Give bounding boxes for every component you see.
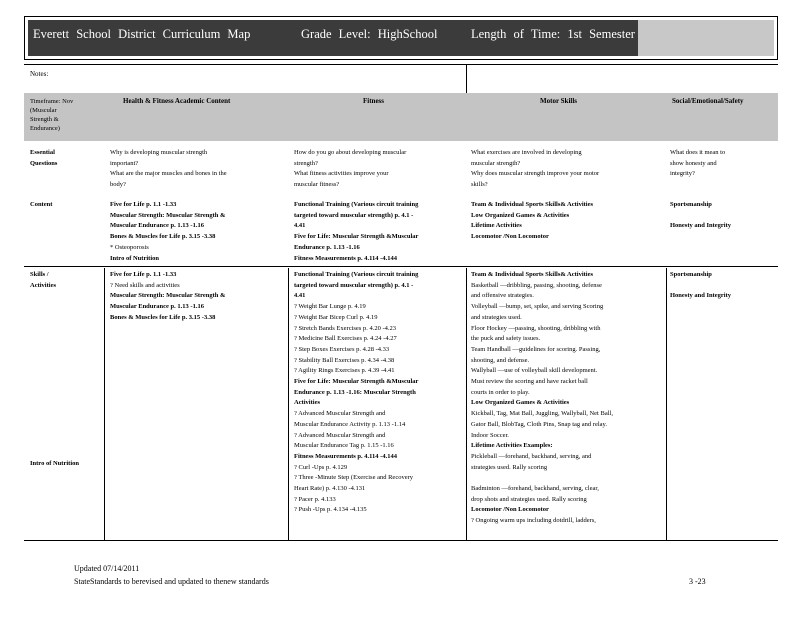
essential-question-line: integrity? (670, 170, 695, 178)
skills-social (670, 270, 731, 302)
skills-line: Muscular Endurance Activity p. 1.13 -1.14 (294, 420, 406, 428)
length-of-time: Length of Time: 1st Semester (471, 27, 635, 41)
skills-line: and strategies used. (471, 313, 522, 321)
essential-question-line: show honesty and (670, 159, 717, 167)
skills-line: Activities (294, 399, 320, 407)
skills-line: courts in order to play. (471, 388, 530, 396)
content-line: Endurance p. 1.13 -1.16 (294, 243, 360, 251)
skills-line: ? Advanced Muscular Strength and (294, 410, 386, 418)
district-title: Everett School District Curriculum Map (33, 27, 251, 41)
notes-label: Notes: (30, 70, 49, 78)
timeframe-label (30, 97, 108, 133)
essential-fitness (294, 148, 406, 191)
banner-light-panel (638, 20, 774, 56)
essential-social (670, 148, 725, 180)
skills-line (471, 473, 613, 484)
essential-question-line: What fitness activities improve your (294, 170, 389, 178)
essential-question-line: body? (110, 181, 126, 189)
skills-line: drop shots and strategies used. Rally scoring (471, 495, 587, 503)
skills-line: the puck and safety issues. (471, 335, 541, 343)
skills-line: Kickball, Tag, Mat Ball, Juggling, Wallyball, Net Ball, (471, 410, 613, 418)
skills-line: Team Handball —guidelines for scoring. Passing, (471, 345, 601, 353)
essential-question-line: muscular fitness? (294, 181, 340, 189)
skills-line: Basketball —dribbling, passing, shooting, defense (471, 281, 602, 289)
skills-line: Sportsmanship (670, 271, 712, 278)
col-fitness-header: Fitness (363, 97, 384, 105)
content-fitness (294, 200, 418, 264)
skills-line: targeted toward muscular strength) p. 4.1 - (294, 281, 414, 289)
content-motor (471, 200, 593, 243)
timeframe-line: (Muscular (30, 107, 57, 114)
essential-question-line: muscular strength? (471, 159, 521, 167)
standards-note: StateStandards to berevised and updated to thenew standards (74, 577, 269, 586)
skills-line: Floor Hockey —passing, shooting, dribbling with (471, 324, 601, 332)
skills-line: Volleyball —bump, set, spike, and serving Scoring (471, 303, 604, 311)
col-social-header: Social/Emotional/Safety (672, 97, 744, 105)
skills-line: Bones & Muscles for Life p. 3.15 -3.38 (110, 313, 216, 321)
essential-question-line: strength? (294, 159, 318, 167)
notes-top-rule (24, 64, 778, 65)
header-banner (24, 16, 778, 60)
skills-line: ? Medicine Ball Exercises p. 4.24 -4.27 (294, 335, 397, 343)
essential-question-line: What does it mean to (670, 149, 726, 156)
col-divider (466, 268, 467, 540)
skills-line: ? Stability Ball Exercises p. 4.34 -4.38 (294, 356, 395, 364)
essential-question-line: How do you go about developing muscular (294, 149, 407, 156)
row-label-line: Skills / (30, 271, 49, 278)
skills-line: Heart Rate) p. 4.130 -4.131 (294, 485, 366, 493)
timeframe-line: Strength & (30, 116, 59, 123)
content-line: Honesty and Integrity (670, 222, 732, 230)
notes-divider (466, 64, 467, 93)
content-line (670, 211, 731, 222)
skills-line: ? Weight Bar Lunge p. 4.19 (294, 303, 366, 311)
content-line: Fitness Measurements p. 4.114 -4.144 (294, 254, 397, 262)
row-label-line: Essential (30, 149, 55, 156)
skills-line: Must review the scoring and have racket ball (471, 378, 588, 386)
essential-motor (471, 148, 599, 191)
content-line: Intro of Nutrition (110, 254, 159, 262)
timeframe-line: Timeframe: Nov (30, 98, 74, 105)
skills-line: ? Weight Bar Bicep Curl p. 4.19 (294, 313, 378, 321)
content-line: targeted toward muscular strength) p. 4.1 - (294, 211, 414, 219)
skills-line: Indoor Soccer. (471, 431, 509, 439)
col-divider (288, 268, 289, 540)
skills-line: ? Step Boxes Exercises p. 4.28 -4.33 (294, 345, 390, 353)
essential-health (110, 148, 227, 191)
skills-line: ? Agility Rings Exercises p. 4.39 -4.41 (294, 367, 395, 375)
content-social (670, 200, 731, 232)
skills-line: Lifetime Activities Examples: (471, 442, 553, 450)
content-line: Muscular Strength: Muscular Strength & (110, 211, 226, 219)
content-line: Sportsmanship (670, 201, 712, 208)
skills-line: ? Advanced Muscular Strength and (294, 431, 386, 439)
skills-top-rule (24, 266, 778, 267)
skills-line: Functional Training (Various circuit training (294, 271, 419, 278)
skills-motor (471, 270, 613, 527)
content-line: Five for Life: Muscular Strength &Muscular (294, 233, 419, 241)
timeframe-line: Endurance) (30, 125, 60, 132)
skills-line: Five for Life: Muscular Strength &Muscular (294, 378, 419, 386)
essential-question-line: Why is developing muscular strength (110, 149, 208, 156)
skills-line: shooting, and defense. (471, 356, 530, 364)
skills-line: ? Curl -Ups p. 4.129 (294, 463, 348, 471)
skills-line: ? Stretch Bands Exercises p. 4.20 -4.23 (294, 324, 396, 332)
skills-activities-label (30, 270, 56, 291)
content-line: Low Organized Games & Activities (471, 211, 570, 219)
col-divider (104, 268, 105, 540)
table-bottom-rule (24, 540, 778, 541)
skills-line: 4.41 (294, 292, 306, 300)
column-header-row (24, 93, 778, 141)
content-line: * Osteoporosis (110, 243, 149, 251)
skills-line: Fitness Measurements p. 4.114 -4.144 (294, 452, 397, 460)
page-number: 3 -23 (689, 577, 706, 586)
essential-question-line: important? (110, 159, 139, 167)
skills-line: strategies used. Rally scoring (471, 463, 548, 471)
content-line: Lifetime Activities (471, 222, 522, 230)
skills-line: ? Ongoing warm ups including dotdrill, ladders, (471, 517, 596, 525)
content-line: Bones & Muscles for Life p. 3.15 -3.38 (110, 233, 216, 241)
col-health-header: Health & Fitness Academic Content (123, 97, 231, 105)
skills-line: Wallyball —use of volleyball skill development. (471, 367, 598, 375)
skills-line: ? Push -Ups p. 4.134 -4.135 (294, 506, 367, 514)
content-line: Team & Individual Sports Skills& Activities (471, 201, 594, 208)
skills-line: Muscular Endurance Tag p. 1.15 -1.16 (294, 442, 394, 450)
skills-line: Team & Individual Sports Skills& Activities (471, 271, 594, 278)
skills-line: Muscular Strength: Muscular Strength & (110, 292, 226, 300)
skills-line: Endurance p. 1.13 -1.16: Muscular Strength (294, 388, 416, 396)
content-line: Muscular Endurance p. 1.13 -1.16 (110, 222, 204, 230)
skills-line: Pickleball —forehand, backhand, serving, and (471, 452, 592, 460)
intro-nutrition-label: Intro of Nutrition (30, 460, 79, 467)
skills-line: Muscular Endurance p. 1.13 -1.16 (110, 303, 204, 311)
essential-question-line: What exercises are involved in developing (471, 149, 582, 156)
skills-line: Gator Ball, BlobTag, Cloth Pins, Snap tag and relay. (471, 420, 607, 428)
content-line: Five for Life p. 1.1 -1.33 (110, 201, 177, 208)
skills-line: ? Pacer p. 4.133 (294, 495, 336, 503)
row-label-line: Questions (30, 159, 58, 167)
skills-line: Low Organized Games & Activities (471, 399, 570, 407)
content-label: Content (30, 201, 53, 208)
essential-question-line: What are the major muscles and bones in the (110, 170, 227, 178)
essential-question-line: Why does muscular strength improve your motor (471, 170, 600, 178)
col-motor-header: Motor Skills (540, 97, 578, 105)
skills-fitness (294, 270, 418, 516)
content-health (110, 200, 225, 264)
content-line: 4.41 (294, 222, 306, 230)
col-divider (666, 268, 667, 540)
skills-line: and offensive strategies. (471, 292, 534, 300)
skills-line (670, 281, 731, 292)
skills-line: Badminton —forehand, backhand, serving, clear, (471, 485, 599, 493)
skills-line: Honesty and Integrity (670, 292, 732, 300)
grade-level: Grade Level: HighSchool (301, 27, 438, 41)
skills-health (110, 270, 225, 324)
content-line: Functional Training (Various circuit training (294, 201, 419, 208)
essential-questions-label (30, 148, 57, 169)
skills-line: Five for Life p. 1.1 -1.33 (110, 271, 177, 278)
row-label-line: Activities (30, 281, 56, 289)
essential-question-line: skills? (471, 181, 488, 189)
updated-date: Updated 07/14/2011 (74, 564, 140, 573)
skills-line: Locomotor /Non Locomotor (471, 506, 549, 514)
skills-line: ? Three -Minute Step (Exercise and Recovery (294, 474, 413, 482)
content-line: Locomotor /Non Locomotor (471, 233, 549, 241)
skills-line: ? Need skills and activities (110, 281, 180, 289)
